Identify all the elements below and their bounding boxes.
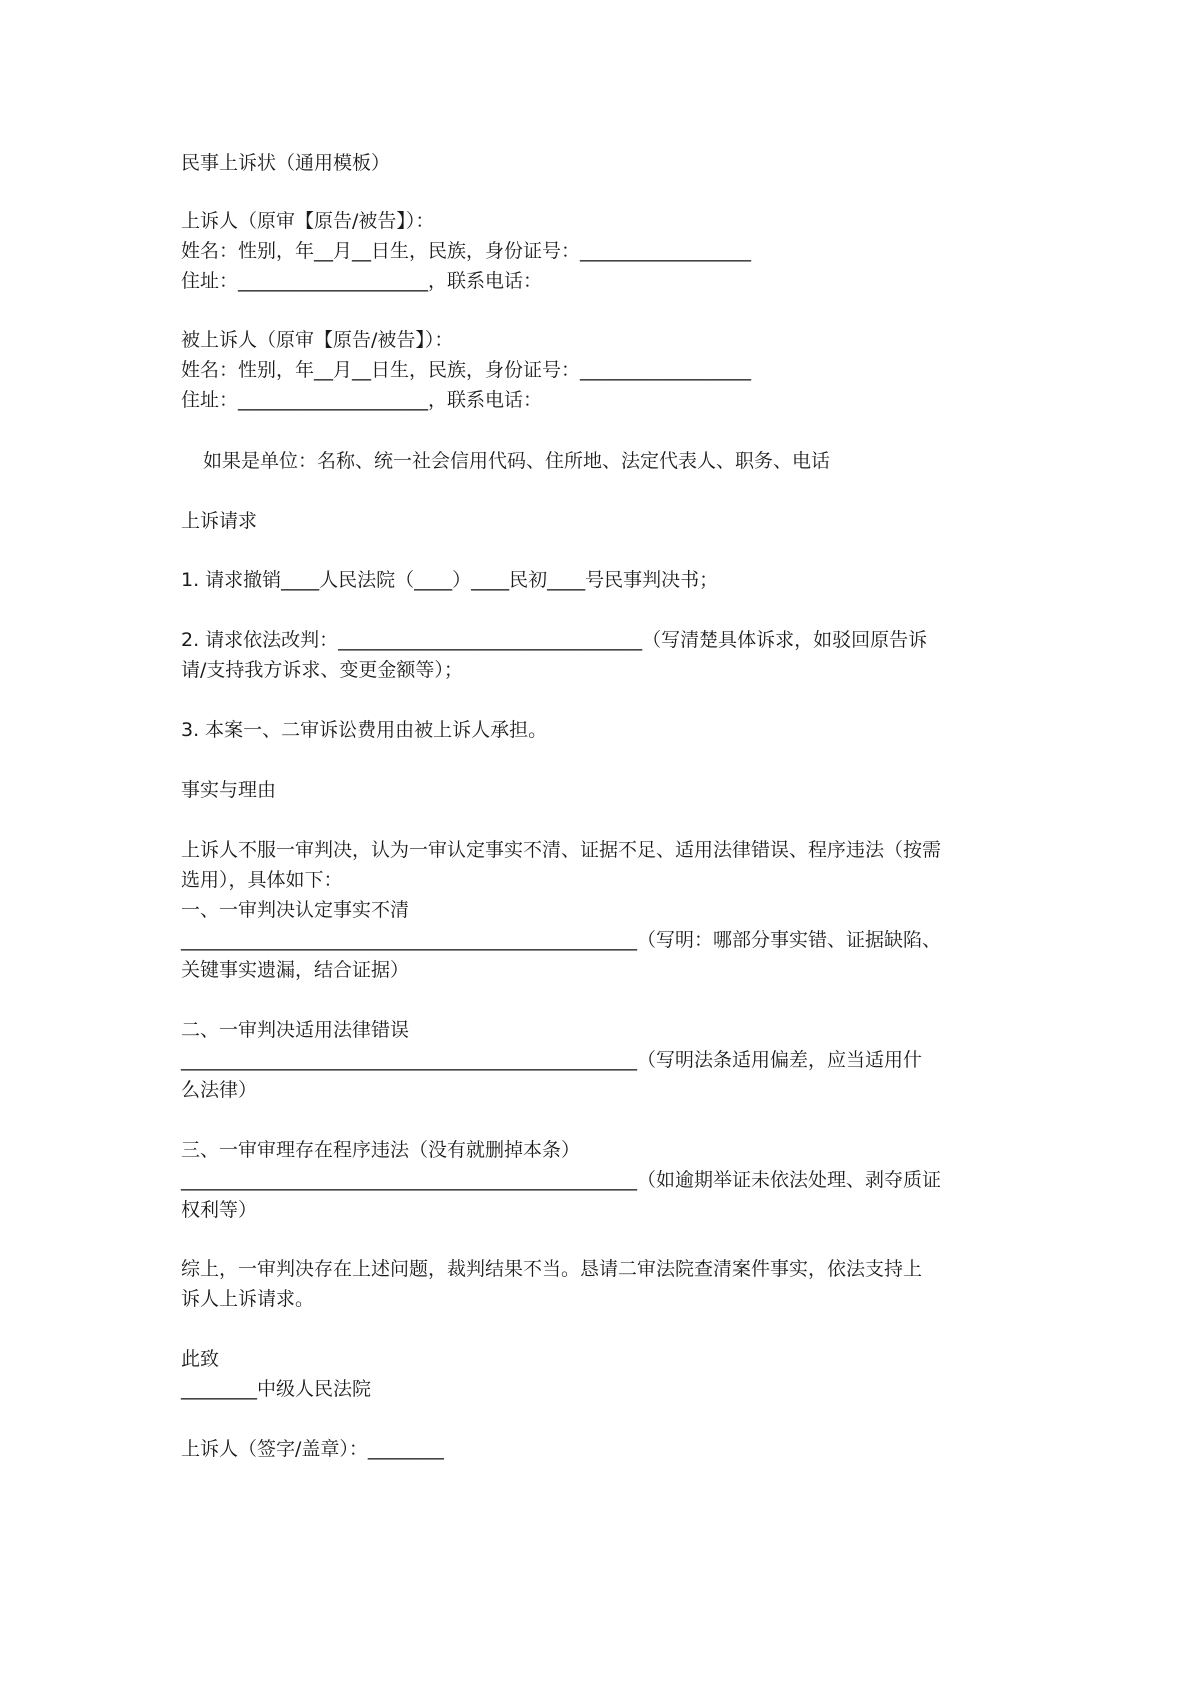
request-item-2-line-2: 请/支持我方诉求、变更金额等）； — [181, 659, 463, 681]
facts-intro-line-1: 上诉人不服一审判决，认为一审认定事实不清、证据不足、适用法律错误、程序违法（按需 — [181, 839, 942, 861]
facts-heading: 事实与理由 — [181, 779, 277, 801]
closing-salutation: 此致 — [181, 1348, 220, 1370]
point-1-title: 一、一审判决认定事实不清 — [181, 899, 410, 921]
request-item-2-line-1: 2. 请求依法改判：________________________________（写清楚具体诉求，如驳回原告诉 — [181, 629, 928, 651]
appellant-name-line: 姓名：性别，年__月__日生，民族，身份证号：__________________ — [181, 240, 752, 262]
conclusion-line-1: 综上，一审判决存在上述问题，裁判结果不当。恳请二审法院查清案件事实，依法支持上 — [181, 1258, 923, 1280]
point-2-line-2: 么法律） — [181, 1079, 258, 1101]
appellant-address-line: 住址：____________________，联系电话： — [181, 270, 543, 292]
facts-intro-line-2: 选用），具体如下： — [181, 869, 343, 891]
appellee-name-line: 姓名：性别，年__月__日生，民族，身份证号：__________________ — [181, 359, 752, 381]
closing-court: ________中级人民法院 — [181, 1378, 372, 1400]
point-2-title: 二、一审判决适用法律错误 — [181, 1019, 410, 1041]
appellant-heading: 上诉人（原审【原告/被告】）： — [181, 210, 435, 232]
document-title: 民事上诉状（通用模板） — [181, 152, 391, 174]
closing-signature: 上诉人（签字/盖章）：________ — [181, 1438, 444, 1460]
requests-heading: 上诉请求 — [181, 510, 258, 532]
unit-note: 如果是单位：名称、统一社会信用代码、住所地、法定代表人、职务、电话 — [203, 450, 831, 472]
request-item-3: 3. 本案一、二审诉讼费用由被上诉人承担。 — [181, 719, 548, 741]
request-item-1: 1. 请求撤销____人民法院（____）____民初____号民事判决书； — [181, 569, 719, 591]
point-2-line-1: ________________________________________________（写明法条适用偏差，应当适用什 — [181, 1049, 923, 1071]
point-3-title: 三、一审审理存在程序违法（没有就删掉本条） — [181, 1139, 581, 1161]
appellee-heading: 被上诉人（原审【原告/被告】）： — [181, 329, 454, 351]
appellee-address-line: 住址：____________________，联系电话： — [181, 389, 543, 411]
point-1-line-2: 关键事实遗漏，结合证据） — [181, 959, 410, 981]
point-1-line-1: ________________________________________________（写明：哪部分事实错、证据缺陷、 — [181, 929, 942, 951]
point-3-line-2: 权利等） — [181, 1199, 258, 1221]
point-3-line-1: ________________________________________________（如逾期举证未依法处理、剥夺质证 — [181, 1169, 942, 1191]
conclusion-line-2: 诉人上诉请求。 — [181, 1288, 315, 1310]
